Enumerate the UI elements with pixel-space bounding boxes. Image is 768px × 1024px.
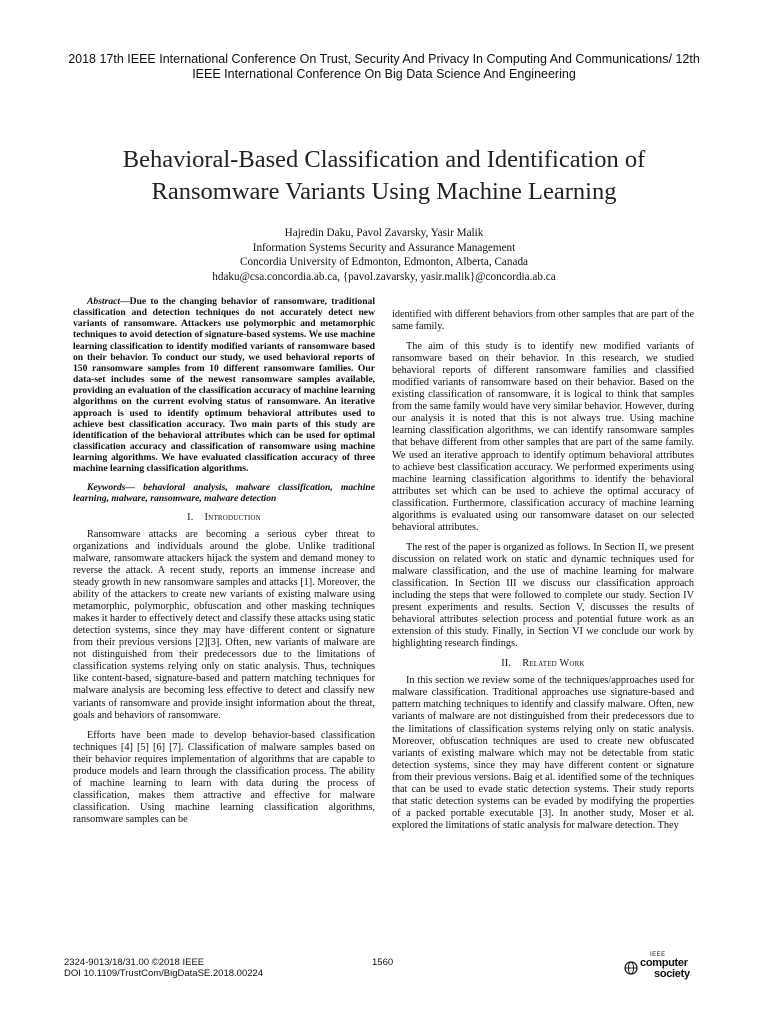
intro-paragraph-5: The rest of the paper is organized as follows. In Section II, we present discussion on related work on static and dynamic techniques used for malware classification, and the use of machine learning for malware classification. In Section III we discuss our classification approach including the steps that were followed to complete our study. Section IV present experiments and results. Section V, discusses the results of behavioral attributes selection process and potential future work as an extension of this study. Finally, in Section VI we conclude our work by highlighting research findings. bbox=[392, 541, 694, 650]
page-number: 1560 bbox=[372, 957, 394, 968]
abstract bbox=[73, 296, 375, 475]
section-title: Introduction bbox=[204, 511, 261, 523]
keywords-label: Keywords— bbox=[87, 481, 135, 493]
affiliation-university: Concordia University of Edmonton, Edmonton, Alberta, Canada bbox=[239, 256, 529, 268]
conference-line-2: IEEE International Conference On Big Data Science And Engineering bbox=[192, 67, 576, 81]
conference-line-1: 2018 17th IEEE International Conference On Trust, Security And Privacy In Computing And Communications/ 12th bbox=[68, 52, 700, 66]
abstract-label: Abstract bbox=[87, 296, 121, 307]
keywords bbox=[73, 482, 375, 504]
footer-issn: 2324-9013/18/31.00 ©2018 IEEE bbox=[64, 957, 205, 968]
keywords-text: behavioral analysis, malware classification, machine learning, malware, ransomware, malware detection bbox=[73, 481, 375, 504]
footer-copyright bbox=[64, 957, 263, 979]
logo-ieee-text: IEEE bbox=[650, 952, 666, 958]
section-heading-introduction bbox=[73, 512, 375, 524]
abstract-text: —Due to the changing behavior of ransomware, traditional classification and detection techniques do not accurately detect new variants of ransomware. Attackers use polymorphic and metamorphic techniques to avoid detection of signature-based systems. We use machine learning classification to identify modified variants of ransomware based on their behavior. To conduct our study, we used behavioral reports of 150 ransomware samples from 10 different ransomware families. Our data-set includes some of the newest ransomware samples available, providing an evaluation of the classification accuracy of machine learning algorithms on the current evolving status of ransomware. An iterative approach is used to identify optimum behavioral attributes used to achieve best classification accuracy. Two main parts of this study are identification of the behavioral attributes which can be used for optimal classification accuracy and classification of ransomware using machine learning algorithms. We have evaluated classification accuracy of three machine learning classification algorithms. bbox=[73, 296, 375, 475]
intro-paragraph-2: Efforts have been made to develop behavior-based classification techniques [4] [5] [6] [7]. Classification of malware samples based on their behavior requires implementation of algorithms that are capable to produce models and learn through the classification process. The ability of machine learning to learn with data during the process of classification, makes them attractive and effective for malware classification. Using machine learning classification algorithms, ransomware samples can be bbox=[73, 729, 375, 825]
intro-paragraph-4: The aim of this study is to identify new modified variants of ransomware based on their behavior. In this research, we studied behavioral reports of different ransomware families and classified modified variants of ransomware based on their behavior. Based on the existing classification of ransomware, it is logical to think that samples from the same family would have very similar behavior. However, during our analysis it is noted that this is not always true. Using machine learning classification algorithms, we can identify ransomware samples that behave different from other samples that are part of the same family. We used an iterative approach to identify optimum behavioral attributes to achieve best classification accuracy. We performed experiments using machine learning classification algorithms to identify the behavioral attributes set which can be used to achieve the optimal accuracy of classification. Furthermore, classification accuracy of machine learning algorithms is evaluated using our ransomware dataset on our selected behavioral attributes. bbox=[392, 341, 694, 533]
globe-icon bbox=[624, 961, 638, 975]
logo-society-text: society bbox=[654, 968, 690, 980]
intro-paragraph-1: Ransomware attacks are becoming a serious cyber threat to organizations and individuals around the globe. Unlike traditional malware, ransomware attackers hijack the system and demand money to reverse the attack. A recent study, reports an immense increase and steady growth in new ransomware samples and attacks [1]. Moreover, the ability of the attackers to create new variants of existing malware using metamorphic, polymorphic, obfuscation and other masking techniques makes it harder to effectively detect and classify these attacks using static detection systems, since they may have different content or signature from their previous versions [2][3]. Often, new variants of malware are not distinguished from their predecessors due to the limitations of classification systems relying only on static analysis. Thus, techniques like content-based, signature-based and pattern matching techniques for malware analysis are becoming less effective to detect and classify new variants of ransomware and provide insight information about the threat, goals and behaviors of ransomware. bbox=[73, 528, 375, 721]
section-number: II. bbox=[501, 658, 512, 670]
section-number: I. bbox=[187, 511, 194, 523]
footer-doi: DOI 10.1109/TrustCom/BigDataSE.2018.00224 bbox=[64, 968, 264, 979]
author-block bbox=[40, 226, 728, 284]
title-line-1: Behavioral-Based Classification and Identification of bbox=[122, 146, 646, 173]
ieee-computer-society-logo bbox=[622, 952, 712, 982]
related-work-paragraph-1: In this section we review some of the techniques/approaches used for malware classification. Traditional approaches use signature-based and pattern matching techniques to identify and classify malware. Often, new variants of malware are not distinguished from their predecessors due to the limitations of classification systems relying only on static analysis. Moreover, obfuscation techniques are used to create new obfuscated variants of existing malware which may not be detectable from static detection systems, since they may have different content or signature from their previous versions. Baig et al. identified some of the techniques that can be used to evade static detection systems. Their study reports that static detection systems can be evaded by modifying the properties of a packed portable executable [3]. In another study, Moser et al. explored the limitations of static analysis for malware detection. They bbox=[392, 675, 694, 831]
title-line-2: Ransomware Variants Using Machine Learning bbox=[151, 178, 617, 205]
left-column bbox=[73, 296, 375, 834]
intro-paragraph-3: identified with different behaviors from other samples that are part of the same family. bbox=[392, 309, 694, 333]
affiliation-department: Information Systems Security and Assurance Management bbox=[252, 241, 516, 254]
paper-title bbox=[40, 144, 728, 208]
logo-computer-text: computer bbox=[640, 957, 688, 969]
section-heading-related-work bbox=[392, 658, 694, 670]
right-column bbox=[392, 309, 694, 840]
authors: Hajredin Daku, Pavol Zavarsky, Yasir Malik bbox=[284, 227, 484, 239]
conference-header bbox=[40, 52, 728, 82]
section-title: Related Work bbox=[522, 658, 585, 670]
author-emails: hdaku@csa.concordia.ab.ca, {pavol.zavarsky, yasir.malik}@concordia.ab.ca bbox=[212, 270, 556, 283]
